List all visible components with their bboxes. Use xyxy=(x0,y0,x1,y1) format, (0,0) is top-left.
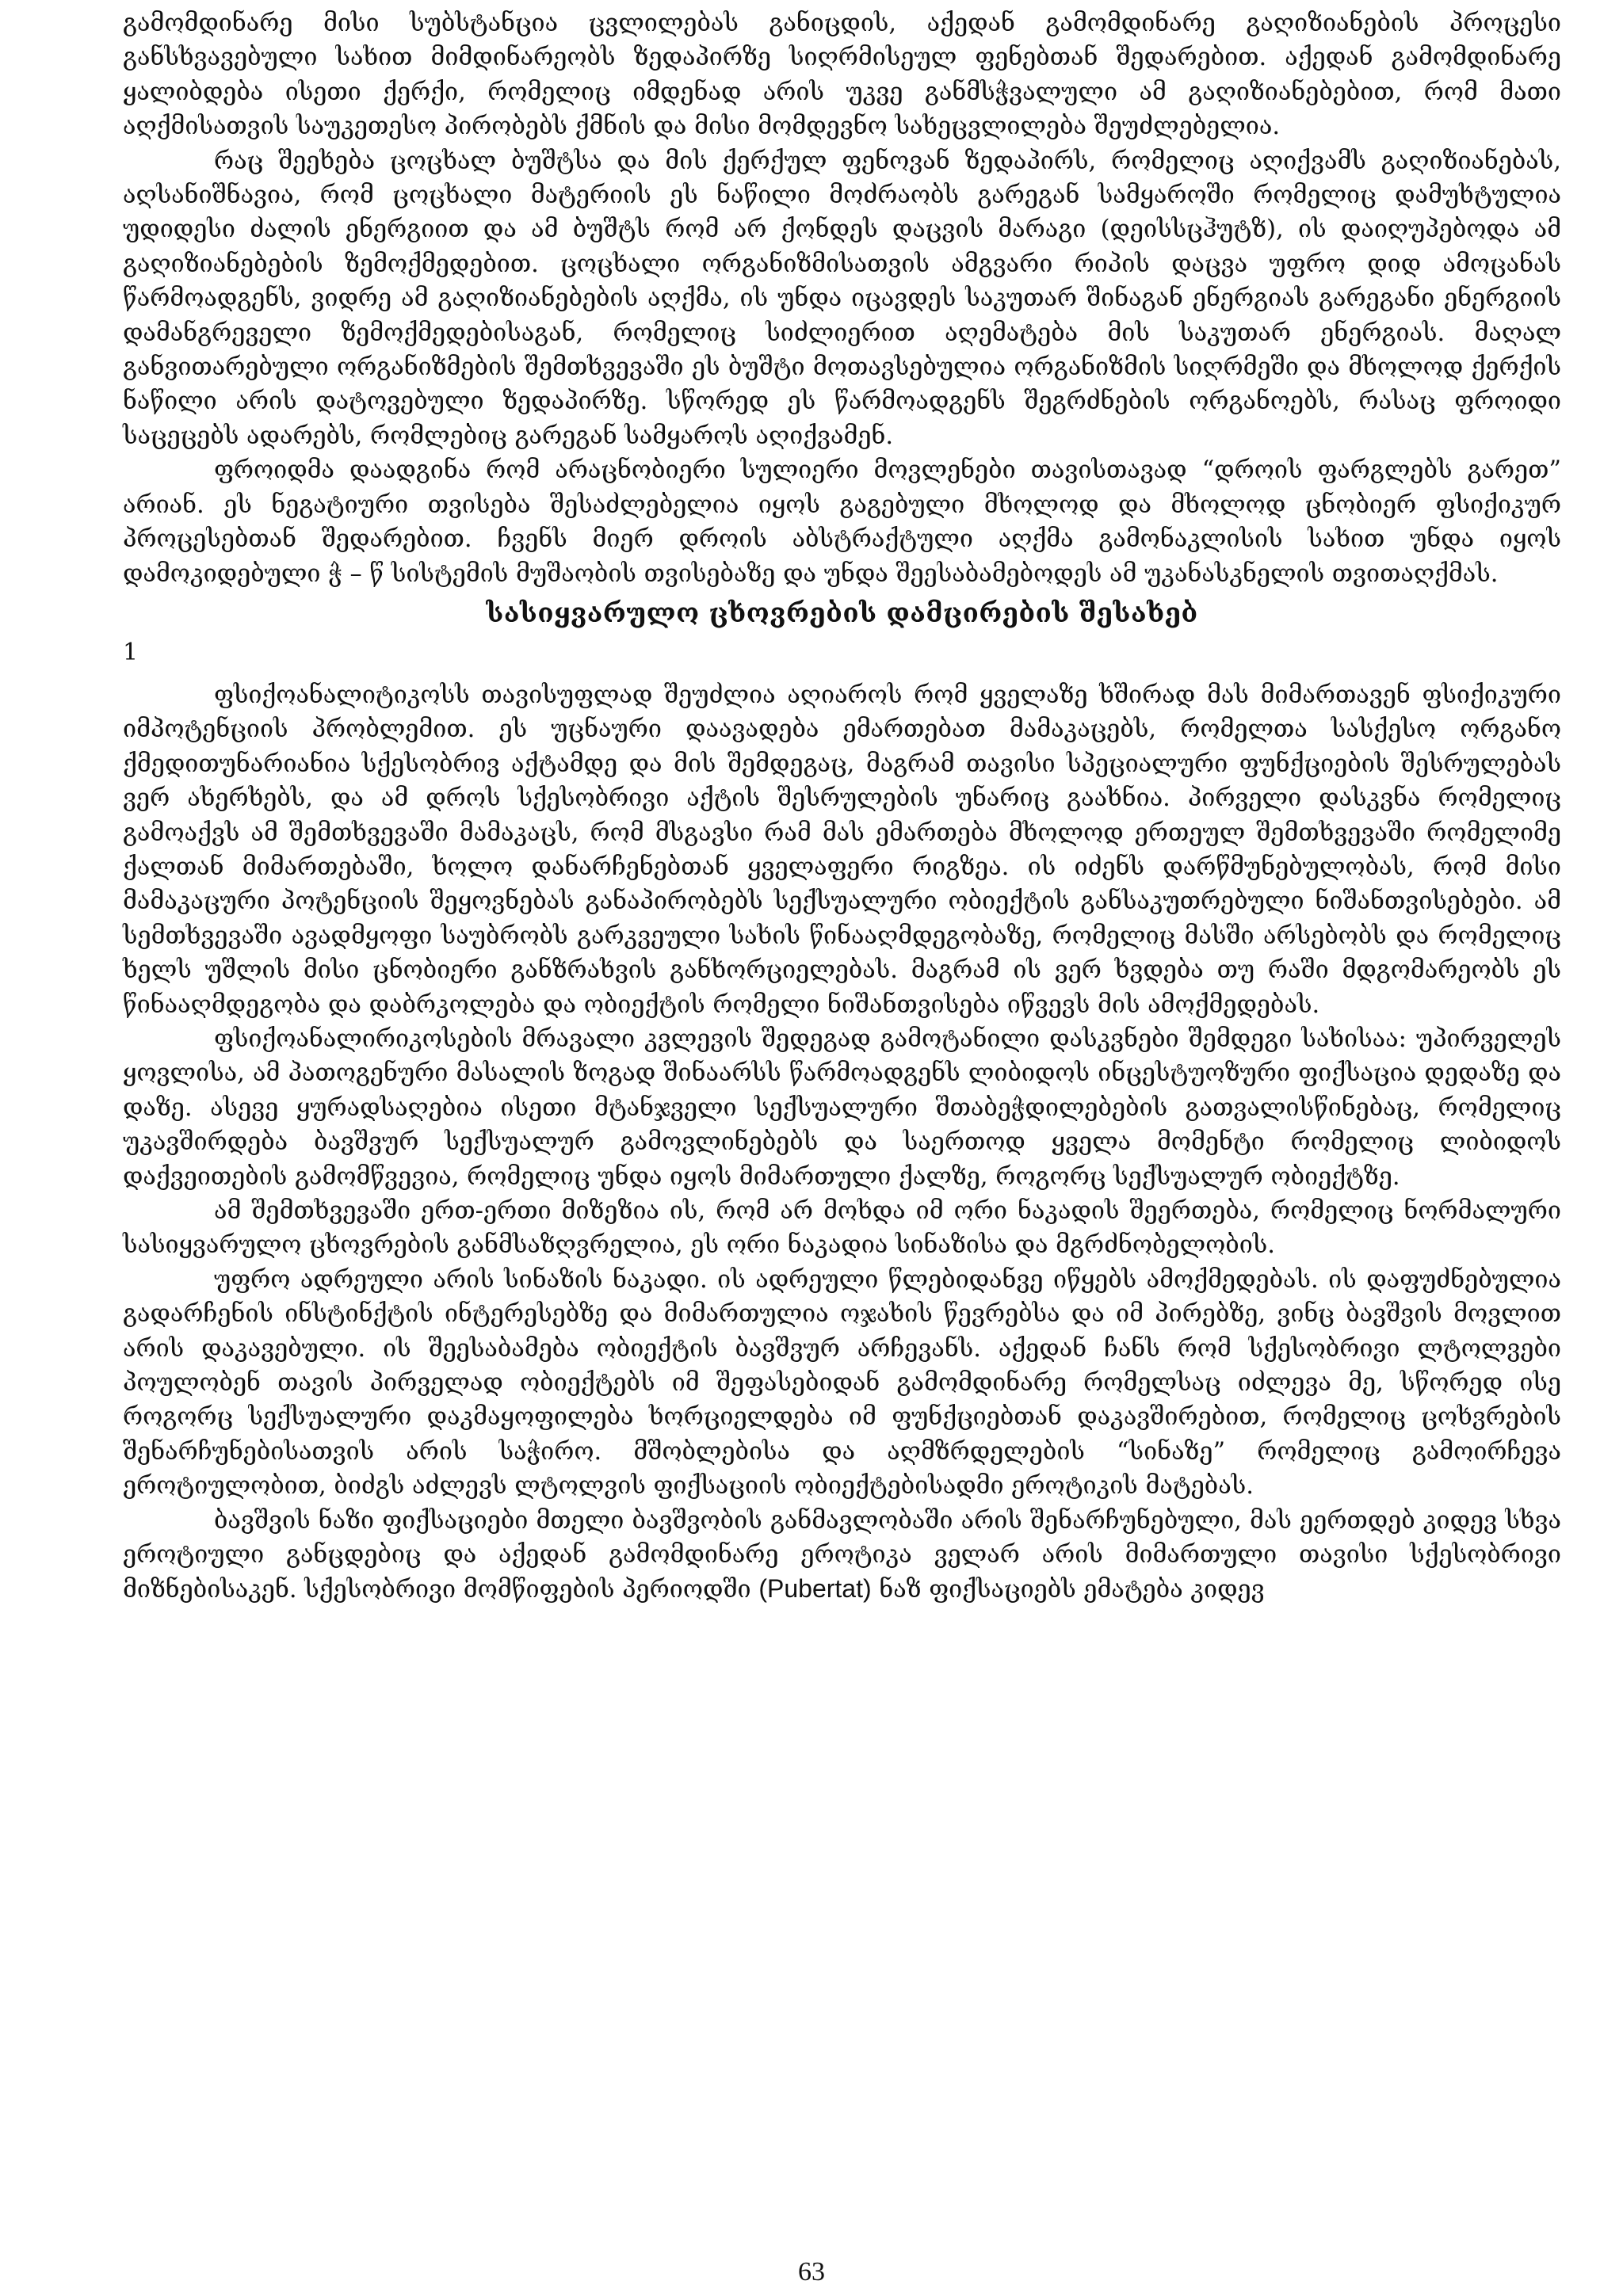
paragraph-last xyxy=(123,1504,1561,1608)
page-number: 63 xyxy=(798,2257,825,2286)
paragraph-text: ნაზ ფიქსაციებს ემატება კიდევ xyxy=(879,1576,1265,1604)
paragraph: რაც შეეხება ცოცხალ ბუშტსა და მის ქერქულ ფენოვან ზედაპირს, რომელიც აღიქვამს გაღიზიანებას, აღსანიშნავია, რომ ცოცხალი მატერიის ეს ნაწილი მოძრაობს გარეგან სამყაროში რომელიც დამუხტულია უდიდესი ძალის ენერგიით და ამ ბუშტს რომ არ ქონდეს დაცვის მარაგი (დეისსცჰუტზ), ის დაიღუპებოდა ამ გაღიზიანებების ზემოქმედებით. ცოცხალი ორგანიზმისათვის ამგვარი რიპის დაცვა უფრო დიდ ამოცანას წარმოადგენს, ვიდრე ამ გაღიზიანებების აღქმა, ის უნდა იცავდეს საკუთარ შინაგან ენერგიას გარეგანი ენერგიის დამანგრეველი ზემოქმედებისაგან, რომელიც სიძლიერით აღემატება მის საკუთარ ენერგიას. მაღალ განვითარებული ორგანიზმების შემთხვევაში ეს ბუშტი მოთავსებულია ორგანიზმის სიღრმეში და მხოლოდ ქერქის ნაწილი არის დატოვებული ზედაპირზე. სწორედ ეს წარმოადგენს შეგრძნების ორგანოებს, რასაც ფროიდი საცეცებს ადარებს, რომლებიც გარეგან სამყაროს აღიქვამენ. xyxy=(123,147,1561,450)
paragraph: ფროიდმა დაადგინა რომ არაცნობიერი სულიერი მოვლენები თავისთავად “დროის ფარგლებს გარეთ” არიან. ეს ნეგატიური თვისება შესაძლებელია იყოს გაგებული მხოლოდ და მხოლოდ ცნობიერ ფსიქიკურ პროცესებთან შედარებით. ჩვენს მიერ დროის აბსტრაქტული აღქმა გამონაკლისის სახით უნდა იყოს დამოკიდებული ჭ – წ სისტემის მუშაობის თვისებაზე და უნდა შეესაბამებოდეს ამ უკანასკნელის თვითაღქმას. xyxy=(123,456,1561,588)
latin-term: (Pubertat) xyxy=(758,1574,872,1604)
section-heading: სასიყვარულო ცხოვრების დამცირების შესახებ xyxy=(486,597,1198,628)
paragraph: ამ შემთხვევაში ერთ-ერთი მიზეზია ის, რომ არ მოხდა იმ ორი ნაკადის შეერთება, რომელიც ნორმალური სასიყვარულო ცხოვრების განმსაზღვრელია, ეს ორი ნაკადია სინაზისა და მგრძნობელობის. xyxy=(123,1197,1561,1260)
footnote-marker: 1 xyxy=(123,638,139,666)
paragraph: უფრო ადრეული არის სინაზის ნაკადი. ის ადრეული წლებიდანვე იწყებს ამოქმედებას. ის დაფუძნებულია გადარჩენის ინსტინქტის ინტერესებზე და მიმართულია ოჯახის წევრებსა და იმ პირებზე, ვინც ბავშვის მოვლით არის დაკავებული. ის შეესაბამება ობიექტის ბავშვურ არჩევანს. აქედან ჩანს რომ სქესობრივი ლტოლვები პოულობენ თავის პირველად ობიექტებს იმ შეფასებიდან გამომდინარე რომელსაც იძლევა მე, სწორედ ისე როგორც სექსუალური დაკმაყოფილება ხორციელდება იმ ფუნქციებთან დაკავშირებით, რომელიც ცოხვრების შენარჩუნებისათვის არის საჭირო. მშობლებისა და აღმზრდელების “სინაზე” რომელიც გამოირჩევა ეროტიულობით, ბიძგს აძლევს ლტოლვის ფიქსაციის ობიექტებისადმი ეროტიკის მატებას. xyxy=(123,1265,1561,1501)
paragraph-text: ბავშვის ნაზი ფიქსაციები მთელი ბავშვობის განმავლობაში არის შენარჩუნებული, მას ეერთდებ კიდევ სხვა ეროტიული განცდებიც და აქედან გამომდინარე ეროტიკა ველარ არის მიმართული თავისი სქესობრივი მიზნებისაკენ. სქესობრივი მომწიფების პერიოდში xyxy=(123,1506,1561,1604)
paragraph: ფსიქოანალიტიკოსს თავისუფლად შეუძლია აღიაროს რომ ყველაზე ხშირად მას მიმართავენ ფსიქიკური იმპოტენციის პრობლემით. ეს უცნაური დაავადება ემართებათ მამაკაცებს, რომელთა სასქესო ორგანო ქმედითუნარიანია სქესობრივ აქტამდე და მის შემდეგაც, მაგრამ თავისი სპეციალური ფუნქციების შესრულებას ვერ ახერხებს, და ამ დროს სქესობრივი აქტის შესრულების უნარიც გაახნია. პირველი დასკვნა რომელიც გამოაქვს ამ შემთხვევაში მამაკაცს, რომ მსგავსი რამ მას ემართება მხოლოდ ერთეულ შემთხვევაში რომელიმე ქალთან მიმართებაში, ხოლო დანარჩენებთან ყველაფერი რიგზეა. ის იძენს დარწმუნებულობას, რომ მისი მამაკაცური პოტენციის შეყოვნებას განაპირობებს სექსუალური ობიექტის განსაკუთრებული ნიშანთვისებები. ამ სემთხვევაში ავადმყოფი საუბრობს გარკვეული სახის წინააღმდეგობაზე, რომელიც მასში არსებობს და რომელიც ხელს უშლის მისი ცნობიერი განზრახვის განხორციელებას. მაგრამ ის ვერ ხვდება თუ რაში მდგომარეობს ეს წინააღმდეგობა და დაბრკოლება და ობიექტის რომელი ნიშანთვისება იწვევს მის ამოქმედებას. xyxy=(123,681,1561,1019)
paragraph: ფსიქოანალირიკოსების მრავალი კვლევის შედეგად გამოტანილი დასკვნები შემდეგი სახისაა: უპირველეს ყოვლისა, ამ პათოგენური მასალის ზოგად შინაარსს წარმოადგენს ლიბიდოს ინცესტუოზური ფიქსაცია დედაზე და დაზე. ასევე ყურადსაღებია ისეთი მტანჯველი სექსუალური შთაბეჭდილებების გათვალისწინებაც, რომელიც უკავშირდება ბავშვურ სექსუალურ გამოვლინებებს და საერთოდ ყველა მომენტი რომელიც ლიბიდოს დაქვეითების გამომწვევია, რომელიც უნდა იყოს მიმართული ქალზე, როგორც სექსუალურ ობიექტზე. xyxy=(123,1024,1561,1191)
paragraph: გამომდინარე მისი სუბსტანცია ცვლილებას განიცდის, აქედან გამომდინარე გაღიზიანების პროცესი განსხვავებული სახით მიმდინარეობს ზედაპირზე სიღრმისეულ ფენებთან შედარებით. აქედან გამომდინარე ყალიბდება ისეთი ქერქი, რომელიც იმდენად არის უკვე განმსჭვალული ამ გაღიზიანებებით, რომ მათი აღქმისათვის საუკეთესო პირობებს ქმნის და მისი მომდევნო სახეცვლილება შეუძლებელია. xyxy=(123,10,1561,141)
document-page xyxy=(123,6,1561,1608)
